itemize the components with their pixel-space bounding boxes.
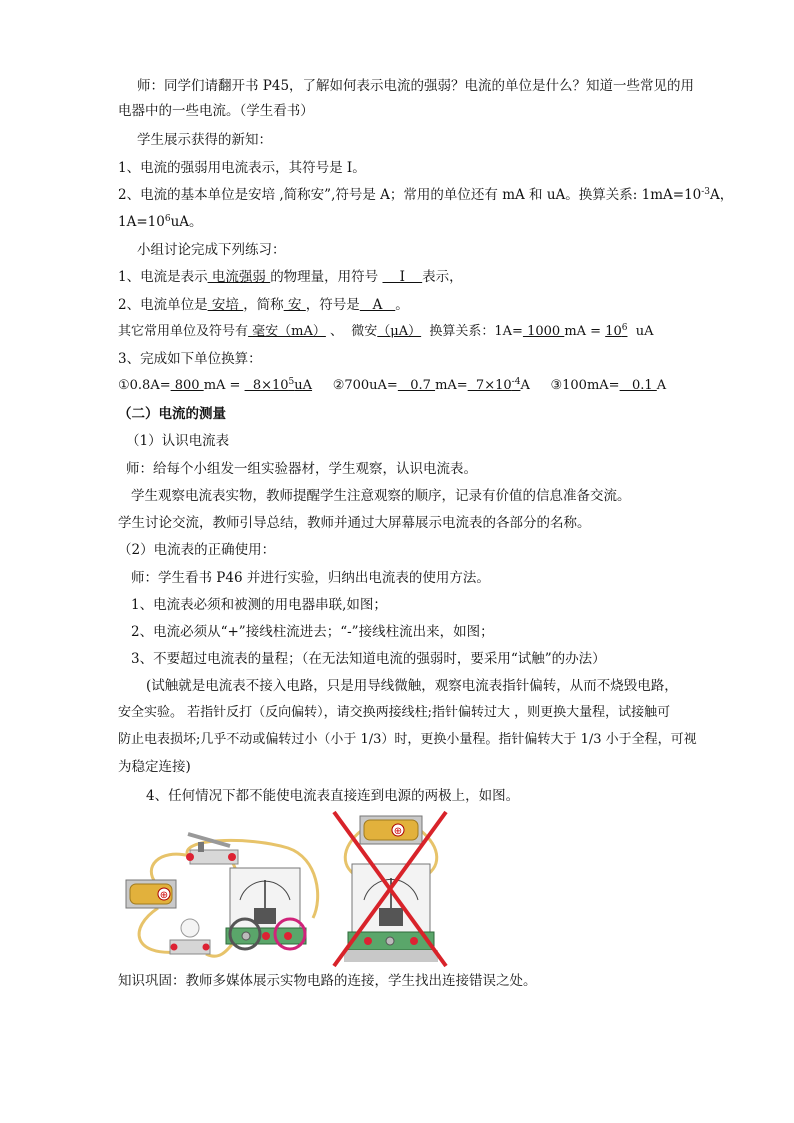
conv-3-unit: A [656, 378, 667, 393]
exercise-2-g: 。 [395, 297, 409, 313]
other-units-answer-4-exp: 6 [621, 323, 628, 333]
conv-2-c: mA= [435, 378, 468, 393]
point-2-exp: -3 [701, 187, 711, 197]
conv-3-a: ③100mA= [529, 378, 620, 393]
point-2 [118, 186, 733, 204]
conv-1-answer-2-base: 8×10 [244, 378, 289, 393]
exercise-2 [118, 296, 409, 314]
direct-connection-forbidden-figure [330, 808, 450, 970]
conv-3-answer: 0.1 [619, 378, 657, 393]
exercise-2-e: ，符号是 [305, 297, 360, 313]
series-circuit-figure [118, 828, 328, 962]
teacher-line-3: 师：给每个小组发一组实验器材，学生观察，认识电流表。 [126, 461, 477, 477]
point-2-cont [118, 213, 203, 231]
trial-touch-line-1: (试触就是电流表不接入电路，只是用导线微触，观察电流表指针偏转，从而不烧毁电路， [146, 678, 678, 694]
conv-1-answer-2-exp: 5 [288, 377, 295, 387]
point-2-cont-exp: 6 [164, 214, 171, 224]
conv-2-answer-2-exp: -4 [511, 377, 521, 387]
trial-touch-line-2: 安全实验。 若指针反打（反向偏转），请交换两接线柱;指针偏转过大 ，则更换大量程，试接触可 [118, 705, 671, 720]
other-units-g: mA = [564, 324, 606, 339]
other-units-answer-4 [605, 324, 627, 339]
rule-4: 4、任何情况下都不能使电流表直接连到电源的两极上，如图。 [146, 788, 520, 804]
exercise-3-answers [118, 377, 666, 395]
other-units-c: 、 微安 [325, 324, 378, 339]
exercise-1-e: 表示， [422, 269, 463, 285]
battery-plus-symbol: ⊕ [159, 890, 169, 901]
point-2-text: 2、电流的基本单位是安培 ,简称安”,符号是 A；常用的单位还有 mA 和 uA。换算关系: 1mA=10 [118, 187, 702, 203]
exercise-2-a: 2、电流单位是 [118, 297, 208, 313]
other-units-a: 其它常用单位及符号有 [118, 324, 249, 339]
point-2-end: A， [710, 187, 734, 203]
point-2-cont-text: 1A=10 [118, 214, 165, 230]
other-units-j: uA [627, 324, 654, 339]
exercise-other-units [118, 323, 654, 341]
conv-2-answer-2 [468, 378, 521, 393]
conv-1-answer-2 [245, 378, 312, 393]
other-units-answer-2: （μA） [377, 324, 422, 339]
exercise-1-answer-2: I [382, 269, 423, 285]
other-units-answer-1: 毫安（mA） [248, 324, 326, 339]
conv-2-answer-2-base: 7×10 [467, 378, 512, 393]
student-discuss-line: 学生讨论交流，教师引导总结，教师并通过大屏幕展示电流表的各部分的名称。 [118, 515, 591, 531]
subsection-know-ammeter: （1）认识电流表 [126, 433, 230, 449]
rule-2: 2、电流必须从“+”接线柱流进去；“-”接线柱流出来，如图； [131, 624, 494, 640]
conv-1-c: mA = [203, 378, 245, 393]
rule-1: 1、电流表必须和被测的用电器串联,如图； [131, 597, 387, 613]
conv-1-a: ①0.8A= [118, 378, 171, 393]
conv-2-a: ②700uA= [312, 378, 398, 393]
subsection-correct-use: （2）电流表的正确使用： [118, 542, 276, 558]
battery-plus-symbol-2: ⊕ [393, 826, 403, 837]
conv-2-unit: A [520, 378, 530, 393]
other-units-e: 换算关系：1A= [421, 324, 523, 339]
exercise-2-answer-2: 安 [283, 297, 306, 313]
exercise-1-answer-1: 电流强弱 [207, 269, 271, 285]
rule-3: 3、不要超过电流表的量程；（在无法知道电流的强弱时，要采用“试触”的办法） [131, 651, 606, 667]
conv-2-answer-1: 0.7 [397, 378, 436, 393]
student-show-heading: 学生展示获得的新知： [137, 132, 272, 148]
other-units-answer-4-base: 10 [605, 324, 622, 339]
teacher-line-2: 电器中的一些电流。（学生看书） [118, 103, 314, 119]
exercise-2-c: ，简称 [243, 297, 284, 313]
point-2-cont-end: uA。 [170, 214, 203, 230]
exercise-1-a: 1、电流是表示 [118, 269, 208, 285]
trial-touch-line-3: 防止电表损坏;几乎不动或偏转过小（小于 1/3）时，更换小量程。指针偏转大于 1/3 小于全程，可视 [118, 732, 697, 747]
exercise-1-c: 的物理量，用符号 [270, 269, 383, 285]
group-discussion-heading: 小组讨论完成下列练习： [137, 242, 286, 258]
teacher-line-1: 师：同学们请翻开书 P45，了解如何表示电流的强弱？电流的单位是什么？知道一些常见的用 [137, 78, 695, 94]
exercise-2-answer-3: A [359, 297, 396, 313]
exercise-3: 3、完成如下单位换算： [118, 351, 262, 367]
section-heading-measurement: （二）电流的测量 [118, 406, 226, 422]
point-1: 1、电流的强弱用电流表示，其符号是 I。 [118, 160, 366, 176]
other-units-answer-3: 1000 [522, 324, 565, 339]
exercise-2-answer-1: 安培 [207, 297, 244, 313]
student-observe-line: 学生观察电流表实物，教师提醒学生注意观察的顺序，记录有价值的信息准备交流。 [131, 488, 631, 504]
conv-1-answer-2-unit: uA [294, 378, 313, 393]
conv-1-answer-1: 800 [170, 378, 204, 393]
trial-touch-line-4: 为稳定连接) [118, 759, 191, 775]
teacher-line-4: 师：学生看书 P46 并进行实验，归纳出电流表的使用方法。 [131, 570, 490, 586]
exercise-1 [118, 268, 463, 286]
knowledge-consolidation: 知识巩固：教师多媒体展示实物电路的连接，学生找出连接错误之处。 [118, 973, 537, 989]
